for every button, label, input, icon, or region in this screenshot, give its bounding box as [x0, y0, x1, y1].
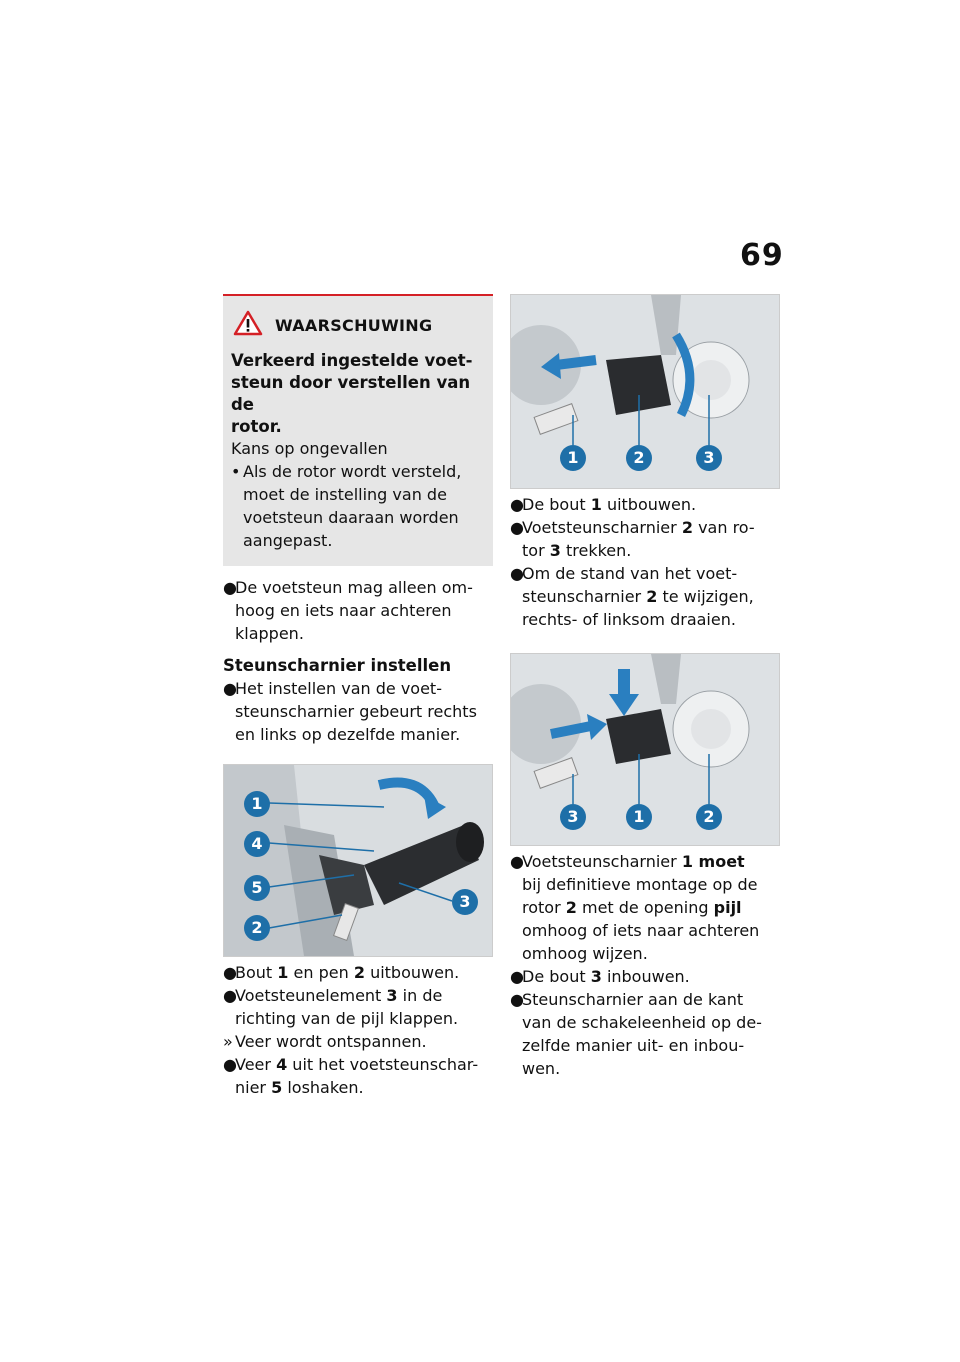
- list-item: [231, 460, 483, 552]
- callout-badge: 5: [244, 875, 270, 901]
- text-line: richting van de pijl klappen.: [235, 1009, 459, 1028]
- step-text: De bout: [522, 495, 586, 514]
- step-number: 5: [271, 1078, 283, 1097]
- bullet-marker: ●: [223, 1055, 237, 1074]
- text-line: [235, 1076, 493, 1099]
- callout-badge: 3: [696, 445, 722, 471]
- result-marker: »: [223, 1032, 233, 1051]
- right-steps: [510, 493, 780, 631]
- callout-badge: 3: [452, 889, 478, 915]
- right-column: [510, 294, 780, 1080]
- warning-header: [233, 310, 483, 340]
- step-number: 2: [646, 587, 658, 606]
- page-number: 69: [740, 238, 784, 273]
- list-item: [223, 984, 493, 1030]
- text-line: klappen.: [235, 624, 304, 643]
- callout-badge: 3: [560, 804, 586, 830]
- list-item: [510, 562, 780, 631]
- text-line: aangepast.: [243, 531, 333, 550]
- list-item: [223, 961, 493, 984]
- bullet-marker: ●: [510, 564, 524, 583]
- callout-badge: 2: [696, 804, 722, 830]
- step-text: steunscharnier: [522, 587, 642, 606]
- warning-heading: [231, 350, 483, 438]
- text-line: [522, 539, 780, 562]
- step-text: tor: [522, 541, 545, 560]
- step-text: Veer wordt ontspannen.: [235, 1032, 427, 1051]
- text-line: Het instellen van de voet-: [235, 679, 442, 698]
- list-item: [223, 677, 493, 746]
- text-line: Als de rotor wordt versteld,: [243, 462, 462, 481]
- callout-badge: 1: [560, 445, 586, 471]
- step-number: 4: [276, 1055, 288, 1074]
- step-number: 2: [353, 963, 365, 982]
- step-text: inbouwen.: [606, 967, 690, 986]
- step-number: 3: [590, 967, 602, 986]
- text-line: Om de stand van het voet-: [522, 564, 738, 583]
- step-text: loshaken.: [287, 1078, 364, 1097]
- step-text: trekken.: [565, 541, 632, 560]
- warning-consequence: Kans op ongevallen: [231, 439, 388, 458]
- step-text: en pen: [293, 963, 349, 982]
- text-line: omhoog of iets naar achteren: [522, 921, 760, 940]
- step-number: 2: [681, 518, 693, 537]
- warning-triangle-icon: [233, 310, 263, 340]
- right-steps-2: [510, 850, 780, 1080]
- bullet-marker: ●: [223, 679, 237, 698]
- bullet-marker: ●: [223, 578, 237, 597]
- list-item: [510, 850, 780, 965]
- text-line: Steunscharnier aan de kant: [522, 990, 744, 1009]
- text-line: bij definitieve montage op de: [522, 875, 758, 894]
- text-line: [522, 896, 780, 919]
- text-line: van de schakeleenheid op de-: [522, 1013, 762, 1032]
- step-text: in de: [402, 986, 443, 1005]
- step-text: uit het voetsteunschar-: [292, 1055, 479, 1074]
- text-line: wen.: [522, 1059, 561, 1078]
- step-number: 1 moet: [681, 852, 745, 871]
- step-text: Voetsteunelement: [235, 986, 382, 1005]
- list-item: [510, 965, 780, 988]
- text-line: De voetsteun mag alleen om-: [235, 578, 473, 597]
- step-bold-term: pijl: [713, 898, 742, 917]
- text-line: moet de instelling van de: [243, 485, 447, 504]
- callout-badge: 1: [244, 791, 270, 817]
- step-text: van ro-: [698, 518, 755, 537]
- step-text: Veer: [235, 1055, 271, 1074]
- section-title: Steunscharnier instellen: [223, 656, 452, 675]
- list-item: [223, 1053, 493, 1099]
- warning-bullets: [231, 460, 483, 552]
- step-text: Bout: [235, 963, 273, 982]
- list-item: [510, 516, 780, 562]
- warning-box: [223, 294, 493, 566]
- step-text: met de opening: [581, 898, 709, 917]
- intro-list: [223, 576, 493, 645]
- step-text: De bout: [522, 967, 586, 986]
- step-number: 3: [549, 541, 561, 560]
- text-line: en links op dezelfde manier.: [235, 725, 461, 744]
- bullet-marker: ●: [223, 986, 237, 1005]
- text-line: voetsteun daaraan worden: [243, 508, 459, 527]
- callout-badge: 1: [626, 804, 652, 830]
- warning-label: WAARSCHUWING: [275, 315, 433, 335]
- step-text: Voetsteunscharnier: [522, 852, 677, 871]
- step-number: 2: [565, 898, 577, 917]
- list-item: [223, 576, 493, 645]
- text-line: hoog en iets naar achteren: [235, 601, 452, 620]
- callout-badge: 4: [244, 831, 270, 857]
- step-text: te wijzigen,: [662, 587, 754, 606]
- bullet-marker: •: [231, 462, 241, 481]
- list-item: [510, 493, 780, 516]
- text-line: rechts- of linksom draaien.: [522, 610, 736, 629]
- bullet-marker: ●: [510, 967, 524, 986]
- step-number: 3: [386, 986, 398, 1005]
- step-text: Voetsteunscharnier: [522, 518, 677, 537]
- footrest-spring-figure: [223, 764, 493, 957]
- step-text: nier: [235, 1078, 267, 1097]
- bolt-removal-figure: [510, 294, 780, 489]
- step-number: 1: [590, 495, 602, 514]
- left-steps: [223, 961, 493, 1099]
- bullet-marker: ●: [510, 518, 524, 537]
- step-text: uitbouwen.: [370, 963, 460, 982]
- step-text: uitbouwen.: [606, 495, 697, 514]
- callout-badge: 2: [244, 915, 270, 941]
- step-number: 1: [277, 963, 289, 982]
- warning-heading-line: Verkeerd ingestelde voet-: [231, 351, 473, 370]
- bullet-marker: ●: [510, 990, 524, 1009]
- list-item: [223, 1030, 493, 1053]
- left-column: [223, 294, 493, 1099]
- bolt-install-figure: [510, 653, 780, 846]
- text-line: omhoog wijzen.: [522, 944, 648, 963]
- warning-heading-line: rotor.: [231, 417, 282, 436]
- text-line: zelfde manier uit- en inbou-: [522, 1036, 745, 1055]
- text-line: steunscharnier gebeurt rechts: [235, 702, 477, 721]
- bullet-marker: ●: [510, 852, 524, 871]
- bullet-marker: ●: [510, 495, 524, 514]
- list-item: [510, 988, 780, 1080]
- callout-badge: 2: [626, 445, 652, 471]
- text-line: [522, 585, 780, 608]
- bullet-marker: ●: [223, 963, 237, 982]
- warning-heading-line: steun door verstellen van de: [231, 373, 471, 414]
- section-intro-list: [223, 677, 493, 746]
- step-text: rotor: [522, 898, 561, 917]
